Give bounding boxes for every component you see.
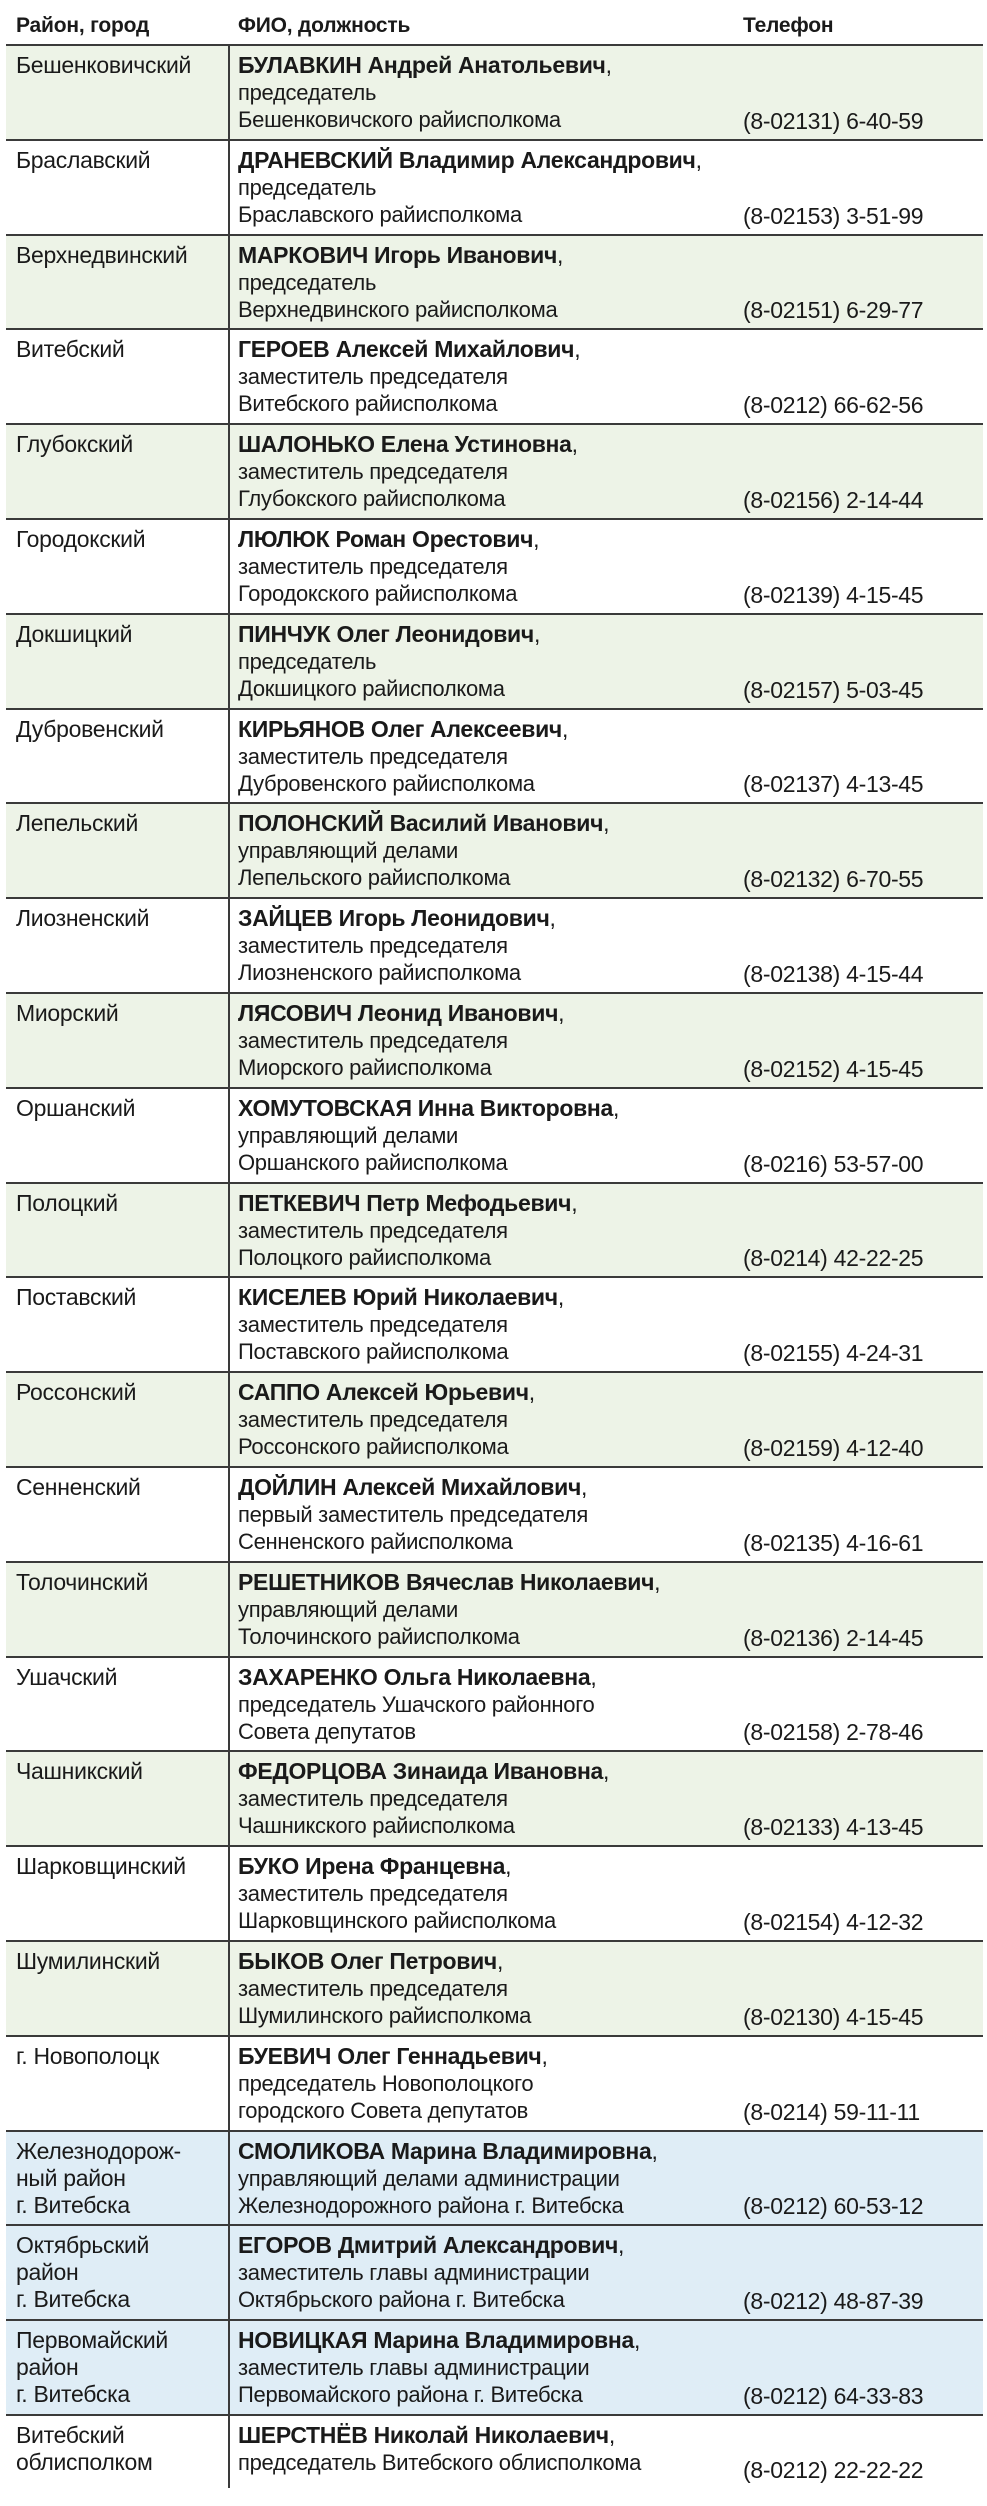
person-cell	[230, 1942, 740, 2035]
person-cell	[230, 520, 740, 613]
person-name: ДОЙЛИН Алексей Михайлович,	[238, 1473, 588, 1500]
person-position: заместитель председателя Глубокского райисполкома	[238, 459, 508, 512]
person-name: ШАЛОНЬКО Елена Устиновна,	[238, 431, 578, 458]
phone-cell	[740, 2132, 983, 2225]
person-position: заместитель председателя Миорского райисполкома	[238, 1027, 508, 1080]
person-cell	[230, 141, 740, 234]
person-name: ЗАХАРЕНКО Ольга Николаевна,	[238, 1663, 597, 1690]
phone-number: (8-02156) 2-14-44	[743, 486, 924, 513]
phone-cell	[740, 236, 983, 329]
person-given-name: Алексей Михайлович	[335, 336, 575, 363]
person-given-name: Игорь Леонидович	[338, 905, 550, 932]
person-position: заместитель председателя Шумилинского райисполкома	[238, 1975, 532, 2028]
phone-number: (8-02130) 4-15-45	[743, 2003, 924, 2030]
phone-number: (8-0212) 66-62-56	[743, 392, 924, 419]
table-row	[6, 1184, 983, 1279]
district-cell: Железнодорож- ный район г. Витебска	[6, 2132, 230, 2225]
phone-cell	[740, 141, 983, 234]
person-name: БУЕВИЧ Олег Геннадьевич,	[238, 2042, 548, 2069]
person-surname: МАРКОВИЧ	[238, 241, 368, 268]
district-cell: Первомайский район г. Витебска	[6, 2321, 230, 2414]
table-row	[6, 2132, 983, 2227]
person-cell	[230, 1658, 740, 1751]
phone-cell	[740, 1089, 983, 1182]
table-row	[6, 141, 983, 236]
person-surname: ФЕДОРЦОВА	[238, 1758, 387, 1785]
person-surname: ДРАНЕВСКИЙ	[238, 146, 393, 173]
person-cell	[230, 330, 740, 423]
person-surname: САППО	[238, 1379, 320, 1406]
person-surname: ПИНЧУК	[238, 620, 331, 647]
person-position: заместитель председателя Россонского райисполкома	[238, 1407, 509, 1460]
person-surname: ГЕРОЕВ	[238, 336, 330, 363]
person-cell	[230, 2037, 740, 2130]
person-surname: ПЕТКЕВИЧ	[238, 1189, 361, 1216]
phone-cell	[740, 2037, 983, 2130]
district-cell: Витебский облисполком	[6, 2416, 230, 2488]
person-cell	[230, 804, 740, 897]
table-row	[6, 236, 983, 331]
district-cell: Лиозненский	[6, 899, 230, 992]
person-name: ХОМУТОВСКАЯ Инна Викторовна,	[238, 1094, 620, 1121]
district-cell: Миорский	[6, 994, 230, 1087]
phone-cell	[740, 520, 983, 613]
phone-cell	[740, 1942, 983, 2035]
person-name: ПОЛОНСКИЙ Василий Иванович,	[238, 810, 610, 837]
person-cell	[230, 425, 740, 518]
phone-cell	[740, 2226, 983, 2319]
table-row	[6, 1847, 983, 1942]
person-cell	[230, 1468, 740, 1561]
person-cell	[230, 46, 740, 139]
phone-cell	[740, 899, 983, 992]
person-cell	[230, 899, 740, 992]
person-position: заместитель председателя Городокского райисполкома	[238, 553, 518, 606]
person-given-name: Марина Владимировна	[390, 2137, 652, 2164]
person-name: ГЕРОЕВ Алексей Михайлович,	[238, 336, 581, 363]
phone-number: (8-0212) 64-33-83	[743, 2382, 924, 2409]
district-cell: Ушачский	[6, 1658, 230, 1751]
person-name: ДРАНЕВСКИЙ Владимир Александрович,	[238, 146, 702, 173]
table-row	[6, 1563, 983, 1658]
table-row	[6, 1752, 983, 1847]
person-surname: КИСЕЛЕВ	[238, 1284, 347, 1311]
district-cell: Верхнедвинский	[6, 236, 230, 329]
table-row	[6, 615, 983, 710]
table-row	[6, 2037, 983, 2132]
phone-number: (8-02138) 4-15-44	[743, 960, 924, 987]
person-given-name: Инна Викторовна	[417, 1094, 613, 1121]
person-given-name: Зинаида Ивановна	[392, 1758, 604, 1785]
phone-number: (8-02137) 4-13-45	[743, 771, 924, 798]
person-given-name: Владимир Александрович	[398, 146, 696, 173]
header-person: ФИО, должность	[238, 14, 411, 37]
person-surname: КИРЬЯНОВ	[238, 715, 365, 742]
person-name: ЕГОРОВ Дмитрий Александрович,	[238, 2232, 625, 2259]
person-surname: ШАЛОНЬКО	[238, 431, 375, 458]
phone-cell	[740, 1563, 983, 1656]
table-header	[6, 0, 983, 46]
person-given-name: Марина Владимировна	[373, 2327, 634, 2354]
phone-cell	[740, 330, 983, 423]
phone-number: (8-02153) 3-51-99	[743, 202, 924, 229]
table-row	[6, 1658, 983, 1753]
phone-number: (8-0212) 22-22-22	[743, 2456, 924, 2483]
phone-cell	[740, 46, 983, 139]
phone-cell	[740, 994, 983, 1087]
person-cell	[230, 1752, 740, 1845]
district-cell: Шумилинский	[6, 1942, 230, 2035]
table-row	[6, 899, 983, 994]
phone-cell	[740, 2416, 983, 2488]
person-surname: БУЕВИЧ	[238, 2042, 332, 2069]
person-given-name: Ольга Николаевна	[383, 1663, 591, 1690]
person-given-name: Леонид Иванович	[357, 999, 559, 1026]
district-cell: Чашникский	[6, 1752, 230, 1845]
phone-number: (8-02133) 4-13-45	[743, 1814, 924, 1841]
person-position: заместитель председателя Витебского райисполкома	[238, 364, 508, 417]
person-position: председатель Докшицкого райисполкома	[238, 648, 505, 701]
phone-cell	[740, 2321, 983, 2414]
district-cell: Витебский	[6, 330, 230, 423]
person-name: КИРЬЯНОВ Олег Алексеевич,	[238, 715, 569, 742]
person-surname: ШЕРСТНЁВ	[238, 2421, 368, 2448]
person-surname: БУКО	[238, 1853, 299, 1880]
person-name: БУКО Ирена Францевна,	[238, 1853, 512, 1880]
person-cell	[230, 1089, 740, 1182]
person-given-name: Ирена Францевна	[305, 1853, 506, 1880]
table-row	[6, 710, 983, 805]
table-row	[6, 804, 983, 899]
person-position: председатель Витебского облисполкома	[238, 2449, 642, 2475]
person-surname: БУЛАВКИН	[238, 52, 362, 78]
phone-cell	[740, 615, 983, 708]
header-phone: Телефон	[743, 14, 834, 37]
table-row	[6, 2416, 983, 2488]
phone-number: (8-0212) 60-53-12	[743, 2193, 924, 2220]
person-surname: БЫКОВ	[238, 1947, 325, 1974]
person-position: заместитель председателя Чашникского райисполкома	[238, 1786, 515, 1839]
person-given-name: Петр Мефодьевич	[366, 1189, 572, 1216]
phone-cell	[740, 1278, 983, 1371]
person-cell	[230, 2416, 740, 2488]
district-cell: Полоцкий	[6, 1184, 230, 1277]
phone-cell	[740, 1184, 983, 1277]
person-surname: СМОЛИКОВА	[238, 2137, 385, 2164]
person-name: РЕШЕТНИКОВ Вячеслав Николаевич,	[238, 1568, 661, 1595]
person-position: заместитель председателя Полоцкого райисполкома	[238, 1217, 508, 1270]
person-surname: ЗАЙЦЕВ	[238, 905, 333, 932]
person-name: ФЕДОРЦОВА Зинаида Ивановна,	[238, 1758, 610, 1785]
phone-cell	[740, 1847, 983, 1940]
person-surname: ДОЙЛИН	[238, 1473, 337, 1500]
phone-number: (8-02154) 4-12-32	[743, 1908, 924, 1935]
person-cell	[230, 236, 740, 329]
district-cell: Россонский	[6, 1373, 230, 1466]
person-surname: НОВИЦКАЯ	[238, 2327, 368, 2354]
person-position: управляющий делами Лепельского райисполкома	[238, 838, 511, 891]
phone-cell	[740, 1468, 983, 1561]
person-position: председатель Браславского райисполкома	[238, 174, 522, 227]
table-row	[6, 520, 983, 615]
person-given-name: Олег Леонидович	[336, 620, 534, 647]
phone-number: (8-02132) 6-70-55	[743, 866, 924, 893]
district-cell: г. Новополоцк	[6, 2037, 230, 2130]
phone-number: (8-02131) 6-40-59	[743, 107, 924, 134]
person-name: НОВИЦКАЯ Марина Владимировна,	[238, 2327, 641, 2354]
person-name: ЗАЙЦЕВ Игорь Леонидович,	[238, 905, 556, 932]
person-surname: ЛЯСОВИЧ	[238, 999, 352, 1026]
district-cell: Толочинский	[6, 1563, 230, 1656]
phone-cell	[740, 425, 983, 518]
person-given-name: Олег Алексеевич	[370, 715, 562, 742]
table-body	[6, 46, 983, 2488]
person-cell	[230, 1847, 740, 1940]
phone-number: (8-02159) 4-12-40	[743, 1434, 924, 1461]
district-cell: Дубровенский	[6, 710, 230, 803]
person-given-name: Дмитрий Александрович	[337, 2232, 619, 2259]
table-row	[6, 1278, 983, 1373]
table-row	[6, 2226, 983, 2321]
phone-number: (8-0214) 42-22-25	[743, 1245, 924, 1272]
table-row	[6, 1942, 983, 2037]
person-cell	[230, 1278, 740, 1371]
person-cell	[230, 2321, 740, 2414]
person-given-name: Алексей Михайлович	[342, 1473, 582, 1500]
district-cell: Сенненский	[6, 1468, 230, 1561]
person-name: ЛЯСОВИЧ Леонид Иванович,	[238, 999, 565, 1026]
person-name: БУЛАВКИН Андрей Анатольевич,	[238, 52, 612, 78]
phone-cell	[740, 1373, 983, 1466]
person-given-name: Василий Иванович	[389, 810, 604, 837]
district-cell: Городокский	[6, 520, 230, 613]
person-name: МАРКОВИЧ Игорь Иванович,	[238, 241, 564, 268]
phone-number: (8-0216) 53-57-00	[743, 1150, 924, 1177]
phone-number: (8-02155) 4-24-31	[743, 1340, 924, 1367]
person-position: управляющий делами администрации Железнодорожного района г. Витебска	[238, 2165, 624, 2218]
person-position: заместитель председателя Лиозненского райисполкома	[238, 933, 521, 986]
person-given-name: Николай Николаевич	[373, 2421, 609, 2448]
person-cell	[230, 1563, 740, 1656]
person-surname: ЕГОРОВ	[238, 2232, 332, 2259]
person-given-name: Игорь Иванович	[374, 241, 558, 268]
phone-cell	[740, 1658, 983, 1751]
header-district: Район, город	[16, 14, 150, 37]
table-row	[6, 2321, 983, 2416]
person-position: первый заместитель председателя Сенненского райисполкома	[238, 1501, 588, 1554]
phone-cell	[740, 804, 983, 897]
person-cell	[230, 710, 740, 803]
person-name: БЫКОВ Олег Петрович,	[238, 1947, 504, 1974]
person-name: ЛЮЛЮК Роман Орестович,	[238, 525, 540, 552]
person-given-name: Олег Петрович	[330, 1947, 497, 1974]
person-given-name: Андрей Анатольевич	[367, 52, 606, 78]
person-position: заместитель главы администрации Октябрьского района г. Витебска	[238, 2260, 590, 2313]
person-given-name: Елена Устиновна	[380, 431, 572, 458]
person-cell	[230, 994, 740, 1087]
table-row	[6, 994, 983, 1089]
district-cell: Браславский	[6, 141, 230, 234]
phone-cell	[740, 1752, 983, 1845]
phone-number: (8-02158) 2-78-46	[743, 1719, 924, 1746]
person-surname: ЛЮЛЮК	[238, 525, 330, 552]
table-row	[6, 330, 983, 425]
table-row	[6, 425, 983, 520]
phone-number: (8-02139) 4-15-45	[743, 581, 924, 608]
person-given-name: Роман Орестович	[335, 525, 534, 552]
person-surname: ХОМУТОВСКАЯ	[238, 1094, 412, 1121]
table-row	[6, 46, 983, 141]
district-cell: Октябрьский район г. Витебска	[6, 2226, 230, 2319]
person-cell	[230, 2132, 740, 2225]
district-cell: Шарковщинский	[6, 1847, 230, 1940]
district-cell: Бешенковичский	[6, 46, 230, 139]
person-position: управляющий делами Толочинского райисполкома	[238, 1596, 520, 1649]
person-surname: ЗАХАРЕНКО	[238, 1663, 378, 1690]
district-cell: Поставский	[6, 1278, 230, 1371]
phone-cell	[740, 710, 983, 803]
district-cell: Лепельский	[6, 804, 230, 897]
person-position: заместитель председателя Поставского райисполкома	[238, 1312, 509, 1365]
phone-number: (8-0214) 59-11-11	[743, 2098, 920, 2125]
person-position: заместитель председателя Шарковщинского райисполкома	[238, 1881, 556, 1934]
person-cell	[230, 1373, 740, 1466]
person-surname: РЕШЕТНИКОВ	[238, 1568, 400, 1595]
person-name: САППО Алексей Юрьевич,	[238, 1379, 535, 1406]
person-cell	[230, 2226, 740, 2319]
person-given-name: Юрий Николаевич	[352, 1284, 558, 1311]
table-row	[6, 1373, 983, 1468]
person-position: председатель Новополоцкого городского Совета депутатов	[238, 2070, 534, 2123]
phone-number: (8-02151) 6-29-77	[743, 297, 924, 324]
person-given-name: Алексей Юрьевич	[325, 1379, 529, 1406]
person-given-name: Олег Геннадьевич	[337, 2042, 542, 2069]
person-position: председатель Верхнедвинского райисполкома	[238, 269, 558, 322]
person-name: КИСЕЛЕВ Юрий Николаевич,	[238, 1284, 564, 1311]
phone-number: (8-02135) 4-16-61	[743, 1529, 924, 1556]
phone-number: (8-02157) 5-03-45	[743, 676, 924, 703]
person-position: управляющий делами Оршанского райисполкома	[238, 1122, 508, 1175]
phone-number: (8-0212) 48-87-39	[743, 2288, 924, 2315]
table-row	[6, 1089, 983, 1184]
phone-number: (8-02152) 4-15-45	[743, 1055, 924, 1082]
person-name: ПЕТКЕВИЧ Петр Мефодьевич,	[238, 1189, 578, 1216]
person-position: председатель Ушачского районного Совета депутатов	[238, 1691, 595, 1744]
person-surname: ПОЛОНСКИЙ	[238, 810, 384, 837]
person-cell	[230, 615, 740, 708]
person-position: председатель Бешенковичского райисполкома	[238, 80, 561, 132]
person-name: ПИНЧУК Олег Леонидович,	[238, 620, 541, 647]
phone-number: (8-02136) 2-14-45	[743, 1624, 924, 1651]
person-position: заместитель главы администрации Первомайского района г. Витебска	[238, 2355, 590, 2408]
district-cell: Глубокский	[6, 425, 230, 518]
person-name: СМОЛИКОВА Марина Владимировна,	[238, 2137, 658, 2164]
person-given-name: Вячеслав Николаевич	[405, 1568, 655, 1595]
district-cell: Оршанский	[6, 1089, 230, 1182]
person-cell	[230, 1184, 740, 1277]
district-cell: Докшицкий	[6, 615, 230, 708]
table-row	[6, 1468, 983, 1563]
person-position: заместитель председателя Дубровенского райисполкома	[238, 743, 535, 796]
person-name: ШЕРСТНЁВ Николай Николаевич,	[238, 2421, 615, 2448]
